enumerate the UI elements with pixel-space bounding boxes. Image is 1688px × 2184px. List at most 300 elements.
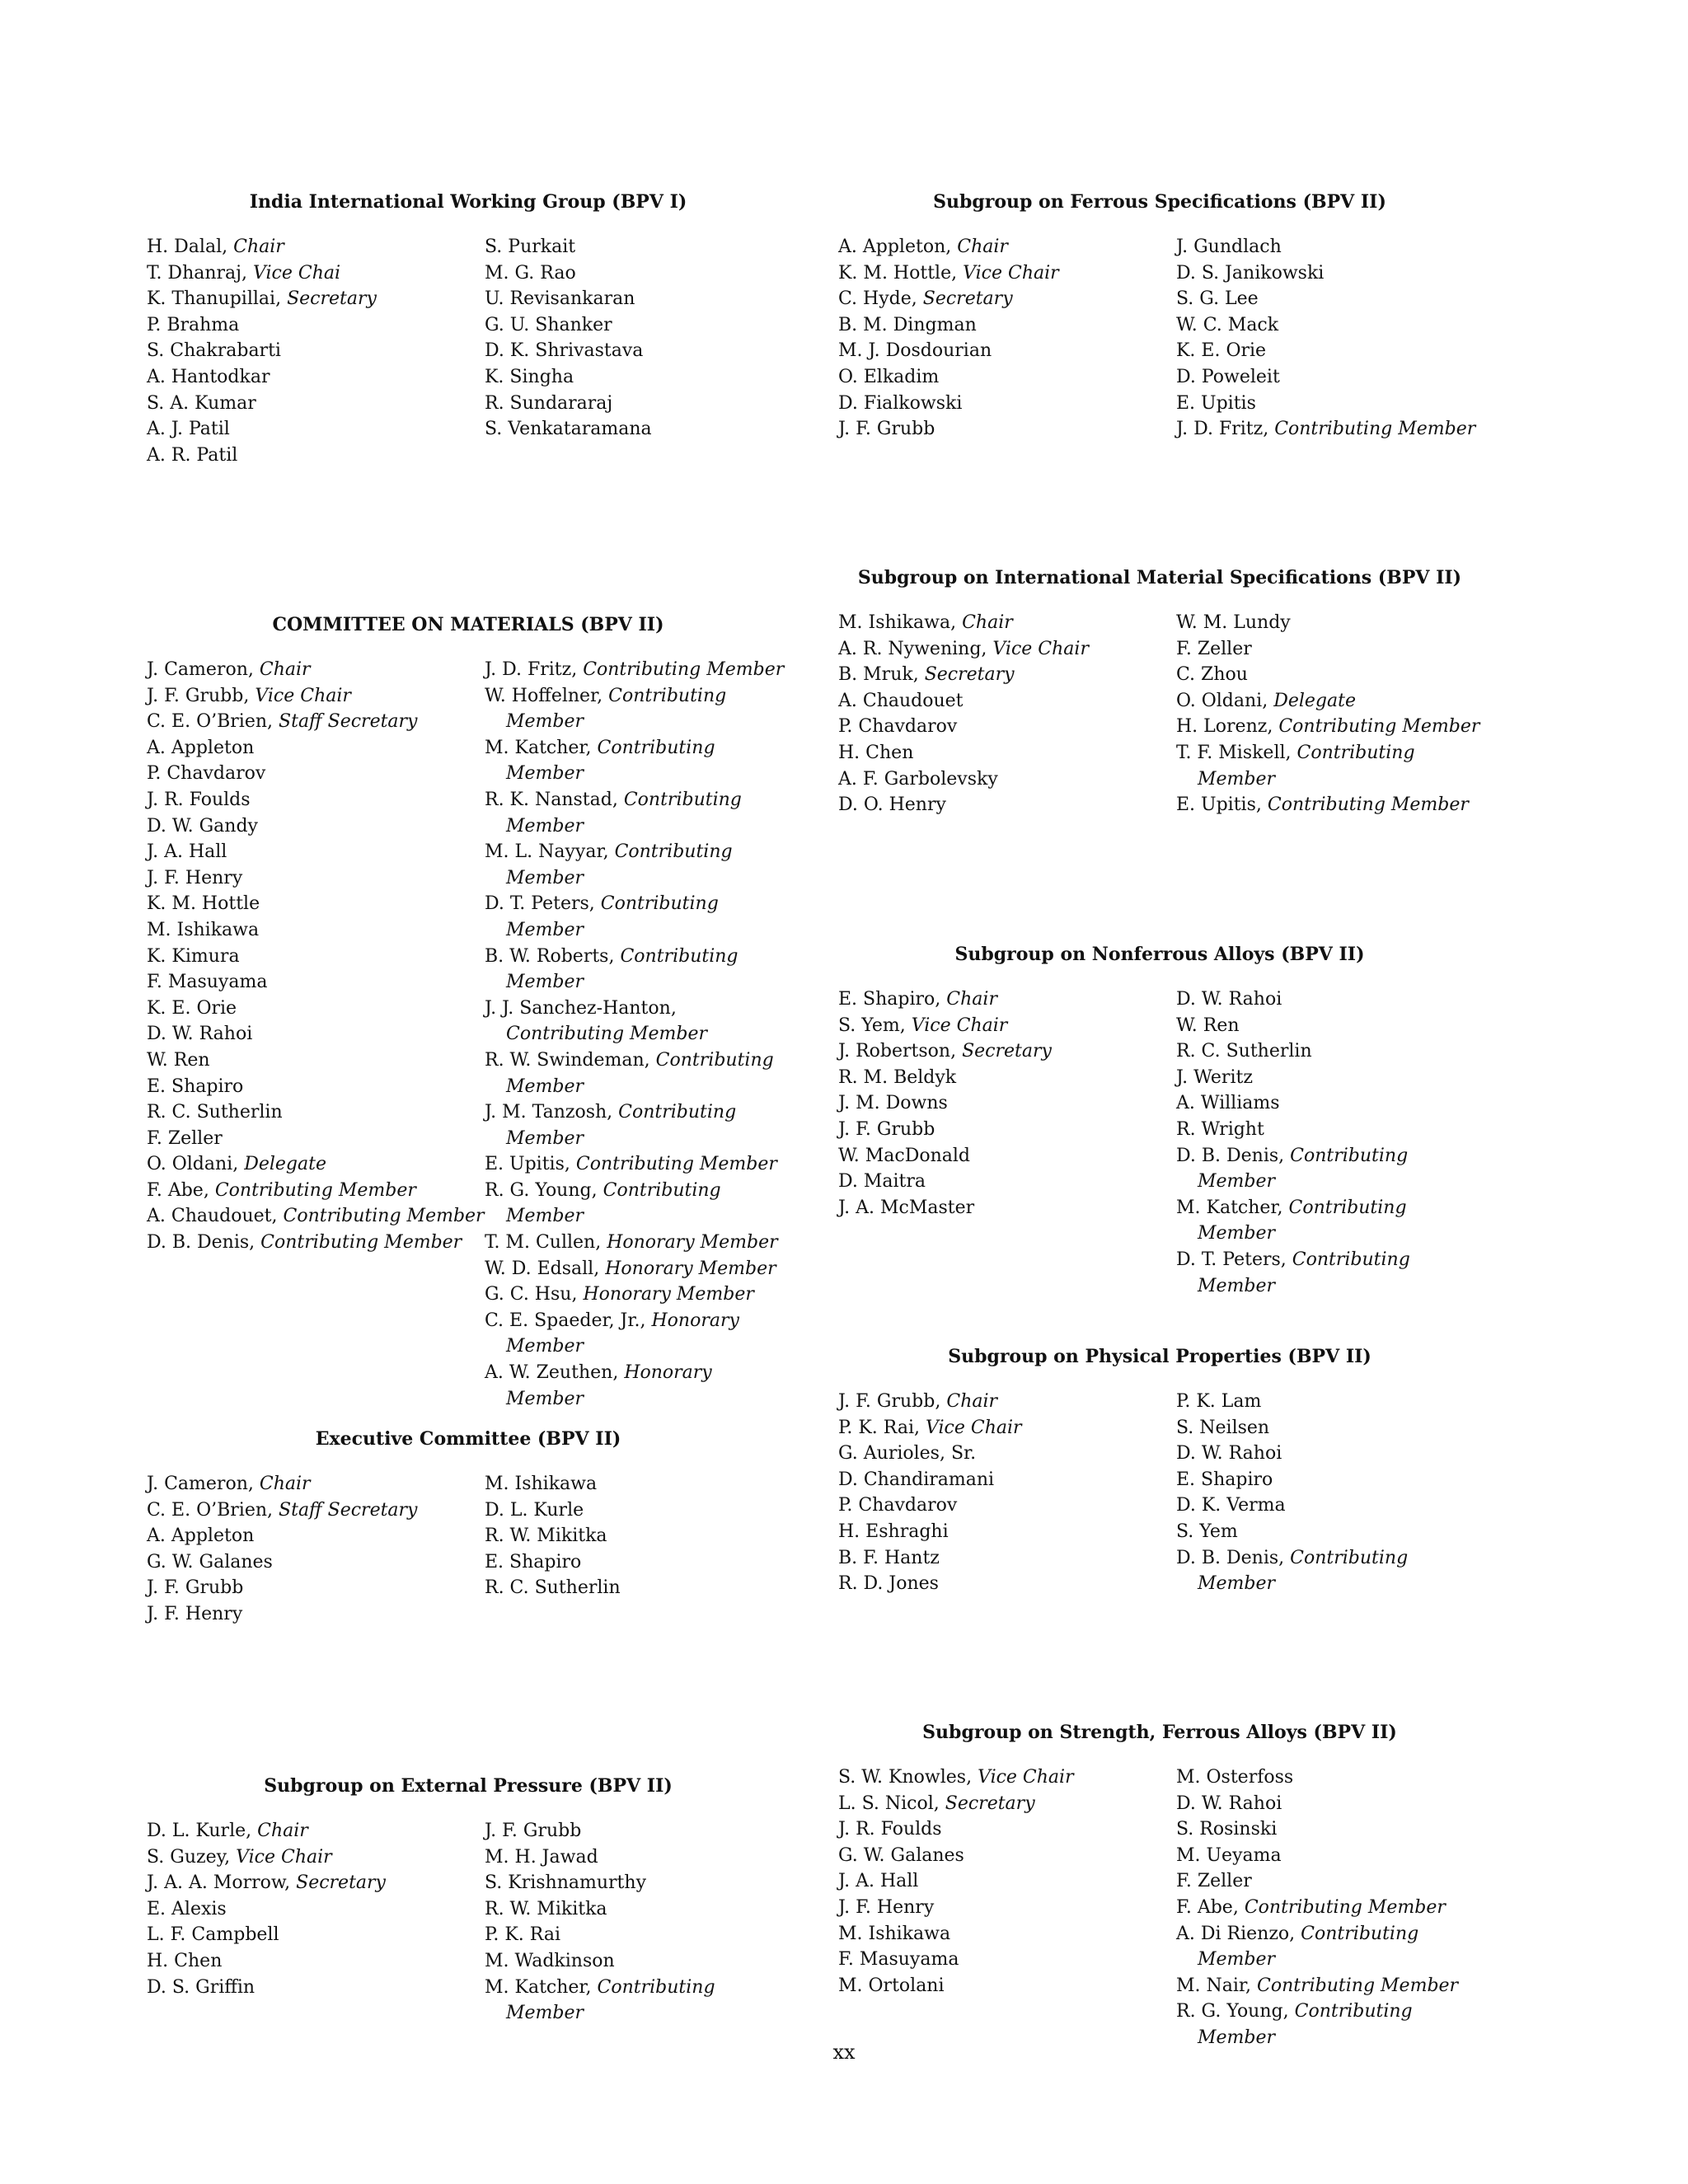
member-name: D. B. Denis <box>147 1232 250 1254</box>
member-entry <box>147 1523 485 1549</box>
member-role: Chair <box>259 1474 311 1494</box>
member-role: Staff Secretary <box>279 1499 418 1521</box>
member-role: Chair <box>946 989 997 1010</box>
member-role: Contributing Member <box>1257 1975 1459 1996</box>
member-name: J. R. Foulds <box>838 1819 942 1840</box>
member-name: L. F. Campbell <box>147 1924 279 1946</box>
member-entry: T. F. Miskell, Contributing Member <box>1176 742 1415 790</box>
member-entry: C. E. O’Brien, Staff Secretary <box>147 1499 418 1521</box>
member-entry <box>838 391 1176 417</box>
member-role: Secretary <box>287 288 377 310</box>
member-entry <box>838 1441 1176 1467</box>
member-role: Honorary Member <box>607 1232 778 1254</box>
member-name: H. Eshraghi <box>838 1521 949 1542</box>
member-entry: M. Nair, Contributing Member <box>1176 1975 1459 1996</box>
member-entry <box>485 234 790 260</box>
member-name: W. Ren <box>147 1049 210 1071</box>
member-role: Vice Chair <box>963 262 1059 284</box>
member-entry: J. J. Sanchez-Hanton, Contributing Member <box>485 997 708 1045</box>
member-entry: J. F. Grubb, Chair <box>838 1391 998 1412</box>
member-entry <box>1176 1065 1481 1091</box>
member-entry <box>1176 636 1481 663</box>
member-entry <box>485 1523 790 1549</box>
member-name: E. Shapiro <box>1176 1469 1273 1490</box>
member-entry <box>838 1117 1176 1143</box>
member-name: J. Robertson <box>838 1041 951 1062</box>
member-name: W. Ren <box>1176 1015 1240 1036</box>
member-entry: J. F. Grubb, Vice Chair <box>147 685 351 706</box>
member-entry: A. Appleton, Chair <box>838 237 1008 257</box>
member-entry <box>1176 1090 1481 1117</box>
member-name: A. Chaudouet <box>838 690 964 711</box>
member-entry <box>838 766 1176 793</box>
member-name: K. E. Orie <box>1176 340 1267 362</box>
member-name: H. Chen <box>838 742 914 763</box>
member-entry <box>838 1843 1176 1869</box>
member-name: D. Maitra <box>838 1171 926 1193</box>
member-name: G. W. Galanes <box>838 1844 964 1866</box>
member-name: R. W. Mikitka <box>485 1526 607 1547</box>
member-entry <box>485 1870 790 1896</box>
member-entry <box>838 1169 1176 1195</box>
member-entry <box>147 1601 485 1628</box>
member-entry: O. Oldani, Delegate <box>147 1154 326 1175</box>
member-name: B. M. Dingman <box>838 314 977 335</box>
member-entry <box>147 813 485 840</box>
member-name: A. Chaudouet <box>147 1206 272 1227</box>
member-role: Vice Chai <box>252 262 341 284</box>
member-role: Chair <box>962 612 1013 633</box>
member-name: D. K. Verma <box>1176 1495 1286 1516</box>
member-role: Contributing Member <box>1278 716 1480 738</box>
member-name: F. Zeller <box>1176 638 1252 659</box>
member-name: U. Revisankaran <box>485 288 635 310</box>
member-role: Contributing Member <box>506 1049 774 1097</box>
member-name: J. A. Hall <box>147 841 227 863</box>
member-entry <box>1176 662 1481 688</box>
member-name: A. Williams <box>1176 1093 1280 1114</box>
member-entry <box>147 416 485 443</box>
member-role: Secretary <box>924 664 1015 686</box>
member-name: S. G. Lee <box>1176 288 1259 310</box>
member-name: M. Ortolani <box>838 1975 945 1996</box>
member-entry: K. Thanupillai, Secretary <box>147 288 377 310</box>
member-entry <box>485 286 790 312</box>
member-name: M. Ishikawa <box>485 1474 598 1494</box>
member-name: T. F. Miskell <box>1176 742 1286 763</box>
member-entry <box>485 1549 790 1576</box>
member-name: M. Nair <box>1176 1975 1246 1996</box>
member-entry <box>1176 234 1481 260</box>
member-entry <box>147 1021 485 1047</box>
member-entry: J. D. Fritz, Contributing Member <box>1176 419 1476 440</box>
member-entry: D. L. Kurle, Chair <box>147 1821 308 1841</box>
member-entry <box>485 416 790 443</box>
member-entry: R. G. Young, Contributing Member <box>1176 2001 1413 2048</box>
member-entry: J. A. A. Morrow, Secretary <box>147 1872 386 1894</box>
member-entry <box>147 1975 485 2001</box>
member-name: C. E. Spaeder, Jr. <box>485 1310 640 1331</box>
member-role: Honorary Member <box>506 1362 712 1409</box>
member-role: Contributing Member <box>506 945 738 993</box>
member-role: Contributing Member <box>1198 1145 1409 1193</box>
member-role: Contributing Member <box>1198 1923 1419 1971</box>
member-name: H. Chen <box>147 1950 223 1971</box>
member-entry <box>147 312 485 339</box>
member-entry <box>838 740 1176 766</box>
member-name: K. M. Hottle <box>838 262 952 284</box>
committee-heading: India International Working Group (BPV I) <box>249 191 687 213</box>
member-name: F. Zeller <box>147 1127 223 1149</box>
member-entry <box>1176 1038 1481 1065</box>
member-entry <box>147 944 485 970</box>
member-name: J. F. Grubb <box>147 1577 244 1599</box>
member-entry: F. Abe, Contributing Member <box>147 1179 416 1201</box>
member-entry <box>147 787 485 813</box>
member-name: F. Zeller <box>1176 1871 1252 1892</box>
member-name: E. Alexis <box>147 1898 227 1919</box>
member-name: P. Brahma <box>147 314 240 335</box>
member-name: D. T. Peters <box>485 893 589 915</box>
member-name: S. Neilsen <box>1176 1417 1270 1438</box>
member-name: A. Di Rienzo <box>1176 1923 1290 1944</box>
member-name: D. W. Rahoi <box>1176 1793 1282 1814</box>
member-name: C. E. O’Brien <box>147 711 268 733</box>
member-name: S. A. Kumar <box>147 392 256 414</box>
member-role: Contributing Member <box>1267 794 1469 816</box>
member-name: P. K. Rai <box>485 1924 560 1946</box>
member-name: R. Sundararaj <box>485 392 613 414</box>
member-entry <box>147 1948 485 1975</box>
member-entry: D. B. Denis, Contributing Member <box>1176 1547 1409 1595</box>
member-name: O. Oldani <box>147 1154 233 1175</box>
member-name: R. G. Young <box>1176 2001 1283 2022</box>
member-entry <box>838 338 1176 364</box>
member-entry <box>147 969 485 996</box>
committee-heading: Subgroup on Physical Properties (BPV II) <box>948 1346 1372 1367</box>
member-role: Contributing Member <box>506 893 719 940</box>
member-entry: O. Oldani, Delegate <box>1176 690 1356 711</box>
member-entry <box>838 1065 1176 1091</box>
member-role: Chair <box>259 659 311 680</box>
member-name: C. Zhou <box>1176 664 1248 686</box>
member-name: L. S. Nicol <box>838 1793 934 1814</box>
member-role: Contributing Member <box>506 1024 708 1045</box>
member-entry <box>1176 1389 1481 1415</box>
member-entry <box>838 714 1176 740</box>
member-entry: C. E. Spaeder, Jr., Honorary Member <box>485 1310 739 1357</box>
member-entry <box>1176 286 1481 312</box>
member-name: D. Chandiramani <box>838 1469 995 1490</box>
member-entry <box>147 891 485 917</box>
member-name: W. C. Mack <box>1176 314 1279 335</box>
member-name: B. Mruk <box>838 664 913 686</box>
member-name: M. Katcher <box>485 737 586 758</box>
member-role: Contributing Member <box>1198 1547 1409 1595</box>
member-entry <box>147 1074 485 1100</box>
member-name: G. W. Galanes <box>147 1551 273 1572</box>
member-name: J. Cameron <box>147 659 248 680</box>
member-name: B. W. Roberts <box>485 945 609 967</box>
member-entry <box>147 1549 485 1576</box>
member-name: D. Fialkowski <box>838 392 963 414</box>
member-role: Contributing Member <box>1244 1896 1446 1918</box>
committee-block <box>838 944 1481 1299</box>
member-name: E. Shapiro <box>147 1076 244 1097</box>
member-name: D. B. Denis <box>1176 1145 1279 1166</box>
member-name: R. C. Sutherlin <box>147 1102 283 1123</box>
member-entry: D. T. Peters, Contributing Member <box>485 893 719 940</box>
member-entry: S. W. Knowles, Vice Chair <box>838 1767 1074 1788</box>
member-name: P. Chavdarov <box>838 1495 958 1516</box>
member-name: D. K. Shrivastava <box>485 340 644 362</box>
member-name: M. Osterfoss <box>1176 1767 1294 1788</box>
member-entry <box>147 996 485 1022</box>
member-entry <box>1176 1816 1481 1843</box>
member-entry <box>147 761 485 787</box>
member-name: M. H. Jawad <box>485 1846 598 1868</box>
member-name: R. M. Beldyk <box>838 1066 957 1088</box>
member-entry: B. W. Roberts, Contributing Member <box>485 945 738 993</box>
member-name: J. J. Sanchez-Hanton <box>485 997 671 1019</box>
member-entry <box>1176 610 1481 636</box>
member-name: C. E. O’Brien <box>147 1499 268 1521</box>
member-name: J. F. Grubb <box>485 1821 582 1841</box>
member-name: D. L. Kurle <box>147 1821 246 1841</box>
member-name: A. Appleton <box>838 237 946 257</box>
member-name: O. Oldani <box>1176 690 1263 711</box>
member-entry: M. L. Nayyar, Contributing Member <box>485 841 733 888</box>
member-name: O. Elkadim <box>838 366 940 387</box>
member-entry: S. Yem, Vice Chair <box>838 1015 1008 1036</box>
member-name: D. W. Rahoi <box>147 1024 253 1045</box>
member-entry <box>1176 312 1481 339</box>
member-entry <box>1176 1415 1481 1441</box>
member-name: A. W. Zeuthen <box>485 1362 613 1384</box>
member-role: Chair <box>257 1821 308 1841</box>
committee-block <box>147 1428 790 1628</box>
member-name: K. Singha <box>485 366 574 387</box>
member-name: F. Masuyama <box>147 972 268 993</box>
member-entry <box>1176 1441 1481 1467</box>
member-entry <box>838 364 1176 391</box>
member-role: Contributing Member <box>506 1102 737 1149</box>
member-name: H. Dalal <box>147 237 223 257</box>
member-entry <box>147 1126 485 1152</box>
member-entry <box>838 1571 1176 1597</box>
member-role: Contributing Member <box>506 789 742 837</box>
committee-heading: Subgroup on International Material Specifications (BPV II) <box>857 567 1462 588</box>
member-name: J. R. Foulds <box>147 789 251 810</box>
member-entry <box>485 1497 790 1524</box>
member-name: J. M. Downs <box>838 1093 948 1114</box>
member-name: D. Poweleit <box>1176 366 1280 387</box>
committee-heading: Subgroup on External Pressure (BPV II) <box>264 1775 673 1797</box>
member-name: F. Abe <box>1176 1896 1233 1918</box>
member-role: Secretary <box>962 1041 1052 1062</box>
member-entry: E. Shapiro, Chair <box>838 989 997 1010</box>
member-role: Honorary Member <box>605 1258 776 1279</box>
member-role: Honorary Member <box>506 1310 739 1357</box>
member-entry <box>838 1973 1176 1999</box>
member-entry <box>838 1816 1176 1843</box>
member-name: R. C. Sutherlin <box>485 1577 621 1599</box>
member-name: M. G. Rao <box>485 262 576 284</box>
member-name: M. Ishikawa <box>147 919 260 940</box>
member-name: E. Upitis <box>1176 392 1256 414</box>
member-role: Contributing Member <box>1198 1249 1410 1296</box>
member-name: T. M. Cullen <box>485 1232 596 1254</box>
committee-block <box>838 1722 1481 2051</box>
member-entry: J. D. Fritz, Contributing Member <box>485 659 785 680</box>
member-name: E. Upitis <box>1176 794 1256 816</box>
member-name: D. B. Denis <box>1176 1547 1279 1568</box>
member-entry <box>147 364 485 391</box>
member-role: Contributing Member <box>1274 419 1476 440</box>
member-name: S. W. Knowles <box>838 1767 967 1788</box>
committee-block <box>838 191 1481 443</box>
member-role: Contributing Member <box>575 1154 777 1175</box>
member-entry <box>485 1844 790 1871</box>
member-entry <box>1176 1493 1481 1519</box>
member-entry: D. T. Peters, Contributing Member <box>1176 1249 1410 1296</box>
member-name: S. Venkataramana <box>485 419 652 440</box>
member-entry: M. Katcher, Contributing Member <box>485 1976 715 2024</box>
member-name: A. Appleton <box>147 1526 255 1547</box>
member-role: Vice Chair <box>236 1846 332 1868</box>
member-role: Secretary <box>296 1872 386 1894</box>
member-name: S. Yem <box>838 1015 900 1036</box>
member-name: K. Thanupillai <box>147 288 276 310</box>
member-name: J. Cameron <box>147 1474 248 1494</box>
member-entry: E. Upitis, Contributing Member <box>485 1154 777 1175</box>
member-role: Contributing Member <box>506 841 733 888</box>
member-entry: S. Guzey, Vice Chair <box>147 1846 332 1868</box>
member-name: W. Hoffelner <box>485 685 598 706</box>
member-entry <box>485 1818 790 1844</box>
member-entry <box>147 1575 485 1601</box>
member-entry: D. B. Denis, Contributing Member <box>1176 1145 1409 1193</box>
member-entry <box>838 1921 1176 1947</box>
member-name: F. Abe <box>147 1179 204 1201</box>
member-entry: T. M. Cullen, Honorary Member <box>485 1232 778 1254</box>
member-role: Delegate <box>1273 690 1356 711</box>
member-name: M. Katcher <box>1176 1197 1278 1218</box>
member-entry <box>1176 1467 1481 1493</box>
member-entry <box>838 416 1176 443</box>
member-role: Contributing Member <box>283 1206 485 1227</box>
member-entry <box>1176 1868 1481 1895</box>
member-name: C. Hyde <box>838 288 912 310</box>
member-entry <box>1176 1117 1481 1143</box>
member-entry <box>147 1896 485 1923</box>
member-entry <box>147 391 485 417</box>
member-name: M. Ishikawa <box>838 1923 951 1944</box>
member-role: Contributing Member <box>583 659 785 680</box>
member-name: P. K. Rai <box>838 1417 914 1438</box>
committee-block <box>838 567 1481 818</box>
member-entry <box>838 1467 1176 1493</box>
member-entry <box>485 312 790 339</box>
member-role: Secretary <box>945 1793 1035 1814</box>
member-role: Contributing Member <box>1198 742 1415 790</box>
member-name: J. F. Henry <box>838 1896 935 1918</box>
member-entry <box>147 1099 485 1126</box>
member-name: J. A. McMaster <box>838 1197 975 1218</box>
member-name: P. K. Lam <box>1176 1391 1262 1412</box>
member-entry <box>1176 1519 1481 1545</box>
member-name: H. Lorenz <box>1176 716 1268 738</box>
member-name: J. D. Fritz <box>485 659 572 680</box>
member-name: W. MacDonald <box>838 1145 971 1166</box>
member-name: D. L. Kurle <box>485 1499 584 1521</box>
member-entry: A. R. Nywening, Vice Chair <box>838 638 1089 659</box>
member-name: B. F. Hantz <box>838 1547 940 1568</box>
member-name: W. M. Lundy <box>1176 612 1291 633</box>
member-name: E. Shapiro <box>485 1551 582 1572</box>
member-entry <box>147 443 485 469</box>
member-name: M. Ishikawa <box>838 612 951 633</box>
member-role: Secretary <box>922 288 1013 310</box>
member-entry <box>1176 1013 1481 1039</box>
member-name: A. Appleton <box>147 737 255 758</box>
member-name: D. S. Griffin <box>147 1976 256 1998</box>
member-entry: A. Chaudouet, Contributing Member <box>147 1206 485 1227</box>
member-entry <box>838 1947 1176 1973</box>
member-name: J. F. Grubb <box>838 419 935 440</box>
member-name: D. O. Henry <box>838 794 946 816</box>
member-role: Contributing Member <box>1198 1197 1407 1244</box>
member-name: M. Wadkinson <box>485 1950 615 1971</box>
member-entry <box>838 1895 1176 1921</box>
member-name: S. Krishnamurthy <box>485 1872 646 1894</box>
member-name: J. Weritz <box>1176 1066 1253 1088</box>
member-name: R. G. Young <box>485 1179 592 1201</box>
member-name: R. Wright <box>1176 1118 1264 1140</box>
member-entry: C. Hyde, Secretary <box>838 288 1013 310</box>
member-entry <box>485 391 790 417</box>
member-entry <box>485 364 790 391</box>
member-name: R. C. Sutherlin <box>1176 1041 1312 1062</box>
member-entry <box>147 839 485 865</box>
member-entry: R. G. Young, Contributing Member <box>485 1179 721 1227</box>
member-name: E. Upitis <box>485 1154 565 1175</box>
member-entry <box>147 917 485 944</box>
member-entry: B. Mruk, Secretary <box>838 664 1015 686</box>
member-entry: W. D. Edsall, Honorary Member <box>485 1258 776 1279</box>
member-role: Honorary Member <box>583 1284 754 1305</box>
member-name: M. J. Dosdourian <box>838 340 992 362</box>
member-entry <box>485 260 790 287</box>
member-entry: F. Abe, Contributing Member <box>1176 1896 1446 1918</box>
member-name: D. S. Janikowski <box>1176 262 1325 284</box>
member-entry <box>147 735 485 762</box>
member-name: M. L. Nayyar <box>485 841 603 863</box>
member-name: P. Chavdarov <box>838 716 958 738</box>
member-entry: D. B. Denis, Contributing Member <box>147 1232 462 1254</box>
committee-heading: Subgroup on Ferrous Specifications (BPV II) <box>933 191 1386 213</box>
member-entry <box>1176 364 1481 391</box>
member-name: R. W. Swindeman <box>485 1049 645 1071</box>
member-name: P. Chavdarov <box>147 763 266 785</box>
committee-block <box>838 1346 1481 1597</box>
member-entry <box>838 1519 1176 1545</box>
committee-heading: Subgroup on Nonferrous Alloys (BPV II) <box>954 944 1365 965</box>
member-entry <box>838 1195 1176 1221</box>
member-entry: J. Cameron, Chair <box>147 1474 311 1494</box>
committee-block <box>147 614 790 1412</box>
member-name: D. W. Rahoi <box>1176 1443 1282 1465</box>
